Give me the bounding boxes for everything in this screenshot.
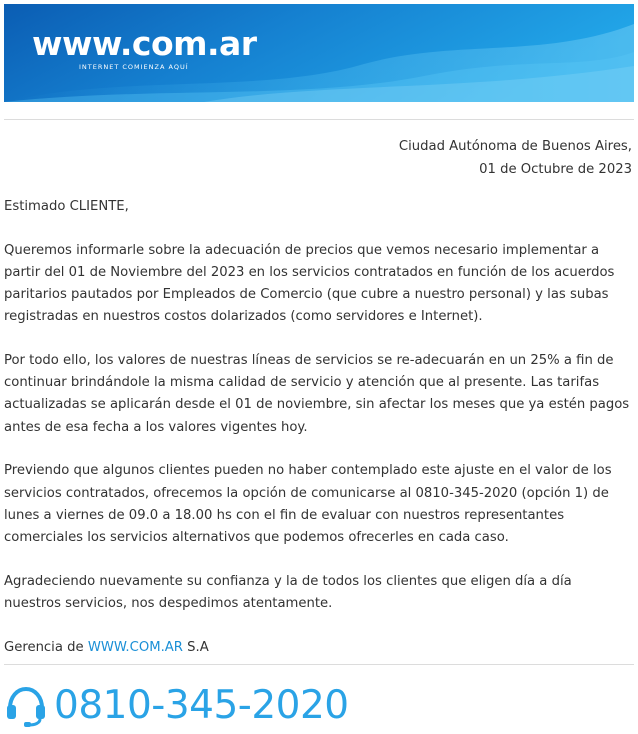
footer-divider [4,664,634,665]
paragraph-3: Previendo que algunos clientes pueden no haber contemplado este ajuste en el valor de los servicios contratados, ofrecemos la opción de comunicarse al 0810-345-2020 (opción 1) de lunes a viernes de 09.0 a 18.00 hs con el fin de evaluar con nuestros representantes comerciales los servicios alternativos que podemos ofrecerles en cada caso. [4,463,612,545]
header-banner [4,4,634,102]
phone-number[interactable]: 0810-345-2020 [54,683,349,728]
signature [4,637,632,659]
letter-date: 01 de Octubre de 2023 [479,161,632,177]
company-link[interactable]: WWW.COM.AR [87,639,183,655]
letter-body [4,196,632,659]
greeting: Estimado CLIENTE, [4,199,129,214]
paragraph-4: Agradeciendo nuevamente su confianza y la de todos los clientes que eligen día a día nuestros servicios, nos despedimos atentamente. [4,573,572,611]
signature-prefix: Gerencia de [4,639,88,655]
header-divider [4,119,634,120]
logo-tagline: INTERNET COMIENZA AQUÍ [79,63,189,71]
date-block [399,136,632,181]
paragraph-1: Queremos informarle sobre la adecuación de precios que vemos necesario implementar a partir del 01 de Noviembre del 2023 en los servicios contratados en función de los acuerdos paritarios pautados por Empleados de Comercio (que cubre a nuestro personal) y las subas registradas en nuestros costos dolarizados (como servidores e Internet). [4,242,615,325]
logo-text: www.com.ar [32,24,257,63]
paragraph-2: Por todo ello, los valores de nuestras líneas de servicios se re-adecuarán en un 25% a fin de continuar brindándole la misma calidad de servicio y atención que al presente. Las tarifas actualizadas se aplicarán desde el 01 de noviembre, sin afectar los meses que ya estén pagos antes de esa fecha a los valores vigentes hoy. [4,353,630,435]
letter-place: Ciudad Autónoma de Buenos Aires, [398,139,632,154]
signature-suffix: S.A [182,639,209,655]
headset-icon [4,684,48,728]
phone-contact[interactable] [4,682,349,730]
